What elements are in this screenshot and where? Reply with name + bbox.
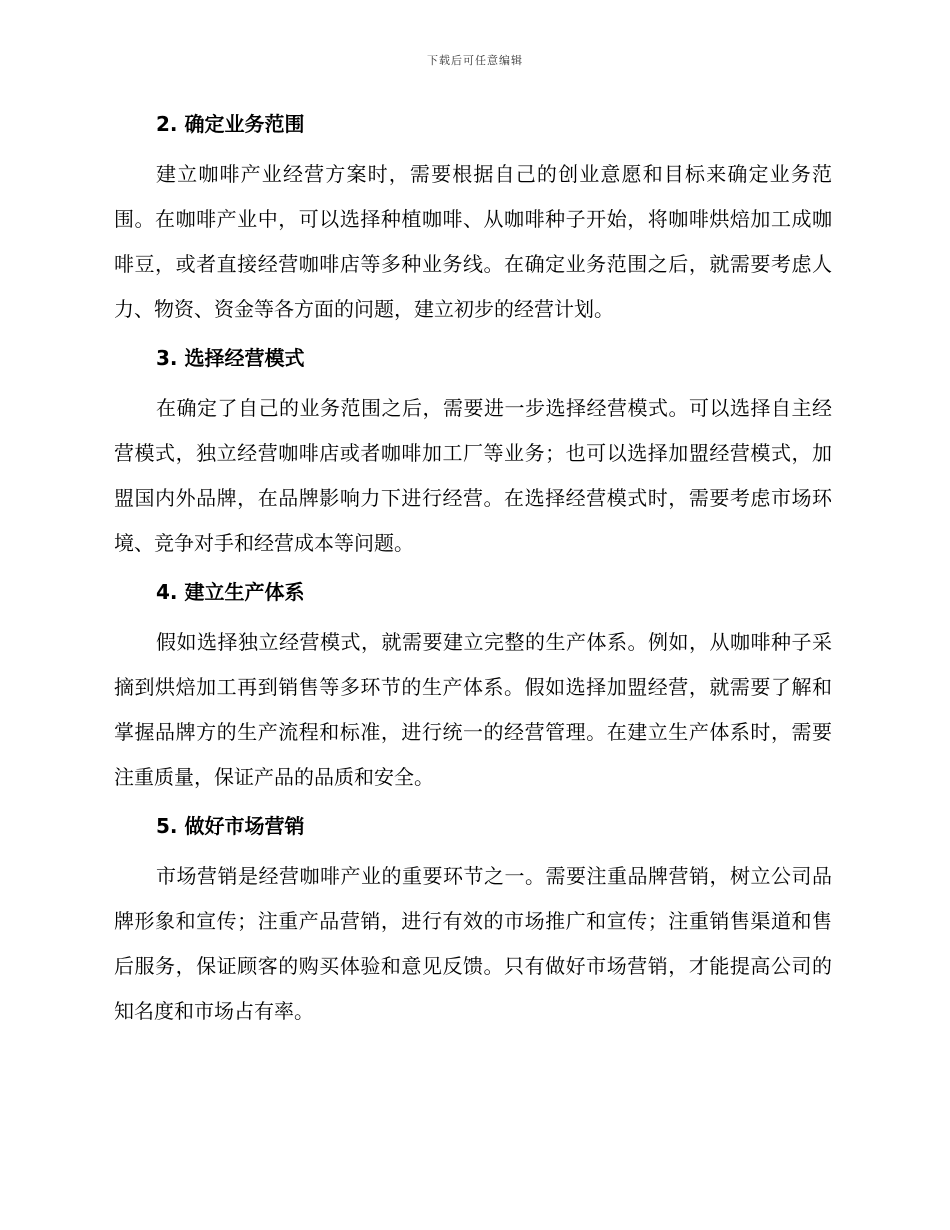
section-heading: 4. 建立生产体系 [156,580,305,604]
header-note: 下载后可任意编辑 [427,54,523,67]
document-body [114,110,832,1046]
section-heading: 3. 选择经营模式 [156,346,305,370]
section-paragraph: 建立咖啡产业经营方案时，需要根据自己的创业意愿和目标来确定业务范围。在咖啡产业中，可以选择种植咖啡、从咖啡种子开始，将咖啡烘焙加工成咖啡豆，或者直接经营咖啡店等多种业务线。在确定业务范围之后，就需要考虑人力、物资、资金等各方面的问题，建立初步的经营计划。 [114,162,832,321]
section-business-scope [114,110,832,332]
section-business-model [114,344,832,566]
section-marketing [114,812,832,1034]
section-heading: 2. 确定业务范围 [156,112,305,136]
section-paragraph: 市场营销是经营咖啡产业的重要环节之一。需要注重品牌营销，树立公司品牌形象和宣传；注重产品营销，进行有效的市场推广和宣传；注重销售渠道和售后服务，保证顾客的购买体验和意见反馈。只有做好市场营销，才能提高公司的知名度和市场占有率。 [114,864,832,1023]
section-production-system [114,578,832,800]
section-paragraph: 假如选择独立经营模式，就需要建立完整的生产体系。例如，从咖啡种子采摘到烘焙加工再到销售等多环节的生产体系。假如选择加盟经营，就需要了解和掌握品牌方的生产流程和标准，进行统一的经营管理。在建立生产体系时，需要注重质量，保证产品的品质和安全。 [114,630,832,789]
section-heading: 5. 做好市场营销 [156,814,305,838]
section-paragraph: 在确定了自己的业务范围之后，需要进一步选择经营模式。可以选择自主经营模式，独立经营咖啡店或者咖啡加工厂等业务；也可以选择加盟经营模式，加盟国内外品牌，在品牌影响力下进行经营。在选择经营模式时，需要考虑市场环境、竞争对手和经营成本等问题。 [114,396,832,555]
